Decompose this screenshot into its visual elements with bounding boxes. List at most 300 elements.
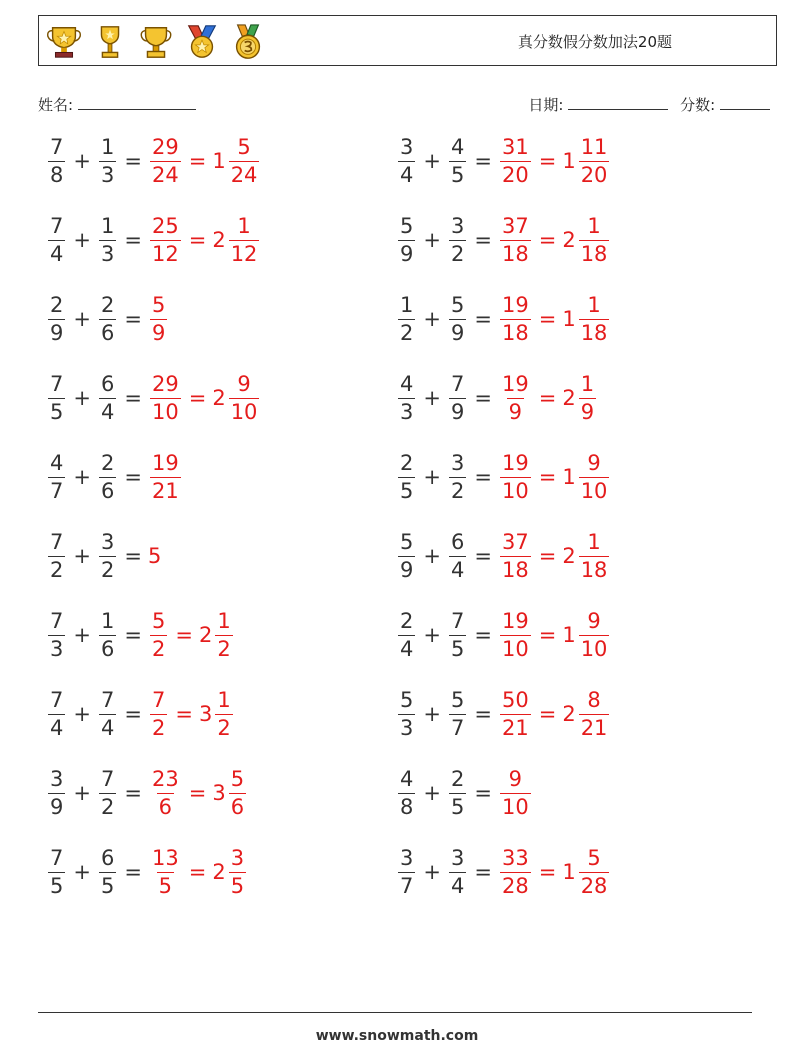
- answer-equals-sign: =: [188, 149, 207, 173]
- answer-fraction-numerator: 31: [501, 134, 529, 159]
- plus-sign: +: [423, 386, 441, 410]
- addend-a-denominator: 3: [400, 399, 414, 424]
- mixed-fraction-denominator: 20: [580, 162, 608, 187]
- answer: [498, 134, 611, 187]
- plus-sign: +: [73, 465, 91, 489]
- equals-sign: =: [474, 228, 492, 252]
- answer-fraction: [500, 134, 531, 187]
- addend-a-denominator: 9: [400, 241, 414, 266]
- mixed-fraction: [229, 766, 246, 819]
- mixed-whole: 2: [562, 702, 576, 726]
- equals-sign: =: [474, 623, 492, 647]
- answer: [498, 845, 611, 898]
- answer-fraction-numerator: 5: [151, 292, 166, 317]
- answer-fraction-numerator: 19: [501, 292, 529, 317]
- answer-fraction-denominator: 2: [151, 636, 166, 661]
- plus-sign: +: [73, 623, 91, 647]
- mixed-fraction-numerator: 1: [217, 608, 231, 633]
- answer-equals-sign: =: [175, 623, 193, 647]
- answer-equals-sign: =: [188, 386, 207, 410]
- addend-b-numerator: 7: [450, 608, 465, 633]
- mixed-fraction-numerator: 9: [587, 450, 601, 475]
- problem-item: [46, 128, 261, 194]
- name-blank[interactable]: [78, 93, 196, 110]
- mixed-whole: 1: [562, 860, 576, 884]
- answer: [498, 371, 598, 424]
- mixed-fraction-numerator: 1: [587, 292, 601, 317]
- addend-b-numerator: 3: [450, 845, 465, 870]
- plus-sign: +: [423, 860, 441, 884]
- addend-a-numerator: 7: [50, 371, 64, 396]
- answer-fraction-numerator: 25: [151, 213, 179, 238]
- addend-a-numerator: 4: [50, 450, 64, 475]
- addend-b-numerator: 7: [100, 687, 115, 712]
- addend-a: [398, 687, 415, 740]
- answer-fraction-denominator: 2: [151, 715, 166, 740]
- addend-a-numerator: 2: [400, 450, 414, 475]
- answer-fraction-numerator: 19: [151, 450, 179, 475]
- answer-equals-sign: =: [538, 544, 557, 568]
- answer-fraction: [500, 371, 531, 424]
- mixed-fraction-denominator: 28: [580, 873, 608, 898]
- addend-a: [398, 134, 415, 187]
- answer: [498, 766, 533, 819]
- answer: [148, 766, 248, 819]
- problem-item: [46, 681, 235, 747]
- addend-b: [449, 687, 466, 740]
- addend-a-numerator: 7: [50, 134, 64, 159]
- equals-sign: =: [124, 465, 142, 489]
- plus-sign: +: [73, 149, 91, 173]
- addend-a-denominator: 2: [400, 320, 414, 345]
- addend-a-denominator: 9: [50, 320, 64, 345]
- answer-fraction: [150, 213, 181, 266]
- answer-equals-sign: =: [188, 860, 207, 884]
- problem-item: [396, 523, 611, 589]
- problem-item: [396, 760, 533, 826]
- plus-sign: +: [73, 307, 91, 331]
- mixed-whole: 1: [562, 465, 576, 489]
- addend-a-denominator: 7: [400, 873, 414, 898]
- addend-b-denominator: 4: [100, 399, 115, 424]
- answer-fraction: [150, 845, 181, 898]
- equals-sign: =: [124, 623, 142, 647]
- addend-b-denominator: 5: [450, 794, 465, 819]
- equals-sign: =: [124, 544, 142, 568]
- answer-fraction-numerator: 5: [151, 608, 166, 633]
- addend-b-denominator: 2: [100, 794, 115, 819]
- answer-fraction-denominator: 20: [501, 162, 529, 187]
- addend-b-numerator: 2: [100, 292, 115, 317]
- equals-sign: =: [474, 860, 492, 884]
- mixed-fraction-denominator: 18: [580, 320, 608, 345]
- addend-b-denominator: 2: [450, 478, 465, 503]
- addend-a-numerator: 5: [400, 529, 414, 554]
- answer-fraction-denominator: 18: [501, 557, 529, 582]
- addend-a-numerator: 7: [50, 529, 64, 554]
- answer-fraction-denominator: 9: [508, 399, 523, 424]
- addend-a-numerator: 2: [400, 608, 414, 633]
- plus-sign: +: [423, 465, 441, 489]
- answer: [498, 292, 611, 345]
- addend-b-numerator: 1: [100, 134, 115, 159]
- date-score-fields: [528, 93, 770, 115]
- mixed-whole: 2: [198, 623, 213, 647]
- equals-sign: =: [124, 860, 142, 884]
- addend-a: [398, 450, 415, 503]
- plus-sign: +: [423, 307, 441, 331]
- date-field: [528, 93, 668, 115]
- addend-a-numerator: 7: [50, 845, 64, 870]
- mixed-whole: 1: [562, 307, 576, 331]
- addend-b-numerator: 5: [450, 687, 465, 712]
- addend-a: [48, 134, 65, 187]
- mixed-fraction-denominator: 5: [230, 873, 245, 898]
- mixed-fraction-denominator: 10: [580, 636, 608, 661]
- addend-b-numerator: 7: [450, 371, 465, 396]
- mixed-fraction: [579, 529, 610, 582]
- problem-item: [46, 839, 248, 905]
- addend-b-numerator: 4: [450, 134, 465, 159]
- equals-sign: =: [124, 781, 142, 805]
- addend-a: [48, 292, 65, 345]
- addend-a: [48, 529, 65, 582]
- addend-a-denominator: 3: [50, 636, 64, 661]
- answer-fraction-denominator: 12: [151, 241, 179, 266]
- answer-fraction-numerator: 9: [508, 766, 523, 791]
- answer-equals-sign: =: [538, 386, 557, 410]
- addend-b-numerator: 2: [100, 450, 115, 475]
- answer-fraction: [150, 687, 167, 740]
- addend-a-numerator: 7: [50, 608, 64, 633]
- problem-item: [396, 602, 611, 668]
- answer: [498, 450, 611, 503]
- date-blank[interactable]: [568, 93, 668, 110]
- equals-sign: =: [124, 307, 142, 331]
- addend-a-numerator: 1: [400, 292, 414, 317]
- answer: [498, 687, 611, 740]
- addend-a-numerator: 4: [400, 371, 414, 396]
- sheet-title: 真分数假分数加法20题: [517, 33, 672, 51]
- equals-sign: =: [474, 781, 492, 805]
- answer-equals-sign: =: [538, 702, 557, 726]
- mixed-fraction-numerator: 1: [587, 213, 601, 238]
- equals-sign: =: [124, 386, 142, 410]
- addend-a-denominator: 8: [50, 162, 64, 187]
- answer-fraction: [150, 608, 167, 661]
- answer-equals-sign: =: [538, 465, 557, 489]
- mixed-whole: 2: [562, 544, 576, 568]
- addend-b-numerator: 1: [100, 608, 115, 633]
- answer: [148, 134, 261, 187]
- addend-a: [398, 845, 415, 898]
- answer-fraction-numerator: 29: [151, 371, 179, 396]
- answer-fraction-numerator: 23: [151, 766, 179, 791]
- answer: [148, 544, 161, 568]
- addend-a: [398, 529, 415, 582]
- answer-fraction-denominator: 18: [501, 241, 529, 266]
- mixed-fraction: [579, 687, 610, 740]
- addend-a-denominator: 4: [50, 241, 64, 266]
- addend-b-numerator: 5: [450, 292, 465, 317]
- answer-fraction-denominator: 24: [151, 162, 179, 187]
- mixed-fraction-numerator: 5: [230, 766, 245, 791]
- addend-b: [449, 371, 466, 424]
- addend-a-denominator: 4: [400, 636, 414, 661]
- answer-equals-sign: =: [538, 228, 557, 252]
- mixed-fraction-denominator: 18: [580, 557, 608, 582]
- plus-sign: +: [73, 228, 91, 252]
- addend-b: [449, 292, 466, 345]
- answer: [498, 608, 611, 661]
- answer-fraction-numerator: 33: [501, 845, 529, 870]
- addend-b-denominator: 3: [100, 162, 115, 187]
- addend-b-numerator: 3: [100, 529, 115, 554]
- addend-b-denominator: 3: [100, 241, 115, 266]
- mixed-fraction: [579, 213, 610, 266]
- addend-a-numerator: 5: [400, 687, 414, 712]
- mixed-whole: 3: [198, 702, 213, 726]
- addend-b-denominator: 5: [450, 636, 465, 661]
- answer-fraction-numerator: 19: [501, 371, 529, 396]
- mixed-fraction-numerator: 9: [237, 371, 251, 396]
- addend-b-denominator: 6: [100, 320, 115, 345]
- mixed-fraction: [229, 371, 260, 424]
- problem-item: [46, 365, 261, 431]
- answer-fraction: [150, 766, 181, 819]
- addend-a-denominator: 2: [50, 557, 64, 582]
- addend-a-denominator: 8: [400, 794, 414, 819]
- plus-sign: +: [73, 544, 91, 568]
- answer-fraction-denominator: 10: [501, 636, 529, 661]
- addend-b: [449, 845, 466, 898]
- addend-a-numerator: 7: [50, 213, 64, 238]
- mixed-fraction-denominator: 24: [230, 162, 258, 187]
- addend-a-numerator: 4: [400, 766, 414, 791]
- mixed-fraction: [229, 213, 260, 266]
- answer-fraction: [500, 687, 531, 740]
- answer-equals-sign: =: [538, 623, 557, 647]
- plus-sign: +: [423, 702, 441, 726]
- addend-a: [48, 608, 65, 661]
- answer-fraction: [500, 845, 531, 898]
- answer-fraction: [500, 529, 531, 582]
- addend-b-denominator: 9: [450, 399, 465, 424]
- addend-b-numerator: 2: [450, 766, 465, 791]
- problem-item: [396, 681, 611, 747]
- problem-item: [396, 839, 611, 905]
- answer-fraction-denominator: 10: [151, 399, 179, 424]
- addend-b-denominator: 4: [450, 557, 465, 582]
- equals-sign: =: [474, 465, 492, 489]
- addend-a-denominator: 9: [400, 557, 414, 582]
- addend-b-denominator: 2: [450, 241, 465, 266]
- addend-b-denominator: 4: [100, 715, 115, 740]
- name-field: [38, 93, 196, 115]
- addend-b-denominator: 4: [450, 873, 465, 898]
- addend-b-denominator: 5: [100, 873, 115, 898]
- mixed-whole: 2: [212, 386, 226, 410]
- answer-equals-sign: =: [188, 228, 207, 252]
- addend-b-denominator: 7: [450, 715, 465, 740]
- addend-b: [99, 687, 116, 740]
- problem-item: [46, 523, 161, 589]
- answer-equals-sign: =: [188, 781, 207, 805]
- mixed-fraction-numerator: 1: [580, 371, 595, 396]
- answer: [148, 608, 235, 661]
- answer-fraction-numerator: 19: [501, 450, 529, 475]
- addend-a: [48, 687, 65, 740]
- mixed-fraction: [229, 134, 260, 187]
- trophy-star-icon: [45, 23, 83, 61]
- mixed-whole: 2: [212, 860, 226, 884]
- mixed-fraction-numerator: 3: [230, 845, 245, 870]
- name-label: 姓名:: [38, 96, 74, 114]
- addend-a-numerator: 7: [50, 687, 64, 712]
- addend-a-denominator: 3: [400, 715, 414, 740]
- problem-item: [396, 207, 611, 273]
- addend-b: [99, 529, 116, 582]
- answer: [498, 213, 611, 266]
- mixed-fraction-numerator: 11: [580, 134, 608, 159]
- mixed-fraction: [579, 371, 596, 424]
- addend-a-numerator: 3: [400, 134, 414, 159]
- mixed-fraction: [579, 450, 610, 503]
- addend-a-denominator: 5: [50, 399, 64, 424]
- mixed-fraction: [579, 134, 610, 187]
- mixed-fraction-numerator: 1: [587, 529, 601, 554]
- answer-equals-sign: =: [175, 702, 193, 726]
- addend-b-denominator: 5: [450, 162, 465, 187]
- addend-b-numerator: 3: [450, 450, 465, 475]
- equals-sign: =: [124, 702, 142, 726]
- mixed-fraction-numerator: 8: [587, 687, 601, 712]
- addend-b: [449, 134, 466, 187]
- equals-sign: =: [474, 307, 492, 331]
- answer-equals-sign: =: [538, 307, 557, 331]
- mixed-fraction-numerator: 5: [237, 134, 251, 159]
- problem-item: [46, 760, 248, 826]
- answer-fraction: [500, 450, 531, 503]
- addend-a-denominator: 4: [50, 715, 64, 740]
- problem-item: [396, 444, 611, 510]
- equals-sign: =: [474, 149, 492, 173]
- answer-fraction: [500, 608, 531, 661]
- addend-b-numerator: 7: [100, 766, 115, 791]
- addend-a: [48, 845, 65, 898]
- mixed-fraction-numerator: 5: [587, 845, 601, 870]
- problem-item: [46, 444, 183, 510]
- addend-a: [48, 450, 65, 503]
- addend-a-denominator: 7: [50, 478, 64, 503]
- mixed-fraction-denominator: 2: [217, 715, 231, 740]
- addend-b-numerator: 1: [100, 213, 115, 238]
- addend-b: [449, 766, 466, 819]
- answer-fraction-numerator: 7: [151, 687, 166, 712]
- answer-fraction-denominator: 10: [501, 794, 529, 819]
- answer-fraction: [500, 766, 531, 819]
- problem-item: [46, 207, 261, 273]
- answer-fraction-denominator: 28: [501, 873, 529, 898]
- plus-sign: +: [423, 781, 441, 805]
- answer-fraction: [150, 134, 181, 187]
- mixed-whole: 1: [212, 149, 226, 173]
- addend-b-denominator: 2: [100, 557, 115, 582]
- equals-sign: =: [124, 228, 142, 252]
- addend-a-denominator: 5: [50, 873, 64, 898]
- addend-a-denominator: 9: [50, 794, 64, 819]
- mixed-fraction-denominator: 18: [580, 241, 608, 266]
- mixed-fraction: [579, 608, 610, 661]
- addend-b: [449, 213, 466, 266]
- equals-sign: =: [474, 386, 492, 410]
- addend-b: [99, 292, 116, 345]
- answer: [148, 292, 169, 345]
- addend-b-denominator: 6: [100, 478, 115, 503]
- addend-a-numerator: 3: [50, 766, 64, 791]
- mixed-fraction: [215, 687, 232, 740]
- addend-a: [398, 213, 415, 266]
- mixed-fraction-numerator: 1: [217, 687, 231, 712]
- addend-b: [449, 608, 466, 661]
- answer-fraction-denominator: 9: [151, 320, 166, 345]
- plus-sign: +: [73, 781, 91, 805]
- addend-b-denominator: 6: [100, 636, 115, 661]
- mixed-fraction-denominator: 10: [230, 399, 258, 424]
- addend-b: [99, 845, 116, 898]
- problem-item: [396, 365, 598, 431]
- mixed-fraction-numerator: 1: [237, 213, 251, 238]
- mixed-fraction: [579, 292, 610, 345]
- mixed-fraction-denominator: 21: [580, 715, 608, 740]
- mixed-whole: 1: [562, 149, 576, 173]
- answer-fraction-numerator: 50: [501, 687, 529, 712]
- plus-sign: +: [73, 702, 91, 726]
- answer: [148, 687, 235, 740]
- addend-a-numerator: 5: [400, 213, 414, 238]
- answer: [148, 213, 261, 266]
- plus-sign: +: [423, 228, 441, 252]
- addend-a-numerator: 2: [50, 292, 64, 317]
- equals-sign: =: [474, 702, 492, 726]
- plus-sign: +: [423, 149, 441, 173]
- problem-item: [396, 286, 611, 352]
- answer-fraction-numerator: 37: [501, 213, 529, 238]
- addend-b: [99, 608, 116, 661]
- mixed-fraction-denominator: 12: [230, 241, 258, 266]
- addend-b: [449, 450, 466, 503]
- answer-fraction-denominator: 6: [158, 794, 173, 819]
- plus-sign: +: [73, 860, 91, 884]
- answer-fraction-numerator: 37: [501, 529, 529, 554]
- addend-b: [99, 450, 116, 503]
- answer: [148, 450, 183, 503]
- addend-b: [99, 766, 116, 819]
- mixed-whole: 2: [562, 228, 576, 252]
- answer: [498, 529, 611, 582]
- answer-fraction-denominator: 21: [151, 478, 179, 503]
- medal-3-icon: [229, 23, 267, 61]
- addend-b-numerator: 6: [100, 845, 115, 870]
- answer-fraction-denominator: 18: [501, 320, 529, 345]
- mixed-fraction-denominator: 6: [230, 794, 245, 819]
- problem-item: [396, 128, 611, 194]
- answer-fraction-numerator: 19: [501, 608, 529, 633]
- score-blank[interactable]: [720, 93, 770, 110]
- answer-fraction: [500, 213, 531, 266]
- answer-whole: 5: [147, 544, 162, 568]
- mixed-fraction-denominator: 9: [580, 399, 595, 424]
